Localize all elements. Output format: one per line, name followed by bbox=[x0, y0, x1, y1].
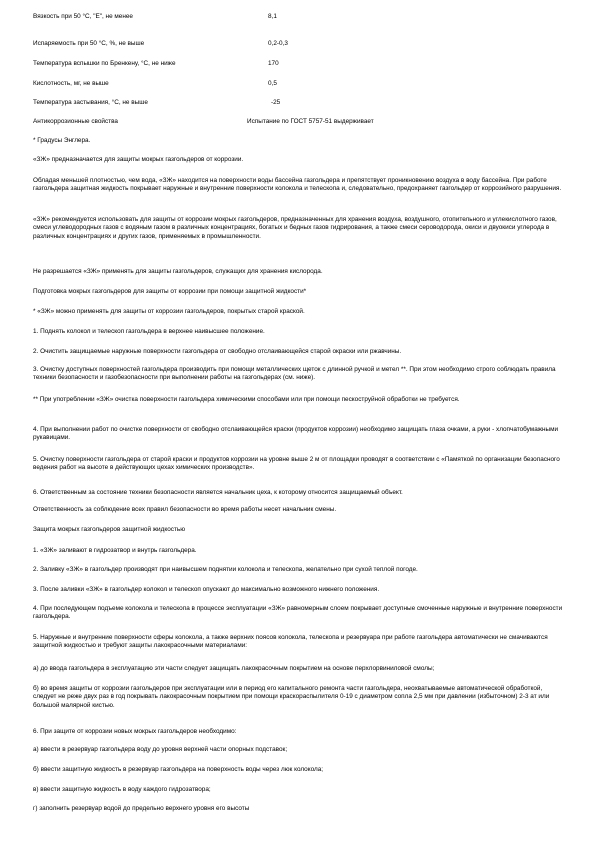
list-item: 3. Очистку доступных поверхностей газгольдера производить при помощи металлических щеток с длинной ручкой и метел **. При этом необходимо строго соблюдать правила техники безопасности и газобезопасности при выполнении работы на газгольдерах (см. ниже). bbox=[33, 366, 556, 382]
property-row bbox=[33, 99, 573, 109]
property-row bbox=[33, 80, 573, 90]
property-name: Температура вспышки по Бренкену, °С, не ниже bbox=[33, 60, 176, 67]
paragraph: Не разрешается «ЗЖ» применять для защиты газгольдеров, служащих для хранения кислорода. bbox=[33, 268, 323, 275]
list-item: а) ввести в резервуар газгольдера воду до уровня верхней части опорных подставок; bbox=[33, 746, 288, 753]
property-value: 170 bbox=[268, 60, 279, 67]
list-item: б) во время защиты от коррозии газгольдеров при эксплуатации или в период его капитального ремонта части газгольдера, неохватываемые автоматической обработкой, следует не реже двух раз в год покрывать лакокрасочным покрытием при помощи краскораспылителя 0-19 с диаметром сопла 2,5 мм при давлении (избыточном) 2-3 ат или большой малярной кистью. bbox=[33, 685, 550, 709]
list-item: 1. «ЗЖ» заливают в гидрозатвор и внутрь газгольдера. bbox=[33, 547, 197, 554]
property-value: -25 bbox=[271, 99, 281, 106]
list-item: 3. После заливки «ЗЖ» в газгольдер колокол и телескоп опускают до максимально возможного нижнего положения. bbox=[33, 586, 380, 593]
list-item: 1. Поднять колокол и телескоп газгольдера в верхнее наивысшее положение. bbox=[33, 328, 265, 335]
property-row bbox=[33, 60, 573, 70]
list-item: 4. При выполнении работ по очистке поверхности от свободно отслаивающейся краски (продуктов коррозии) необходимо защищать глаза очками, а руки - хлопчатобумажными рукавицами. bbox=[33, 426, 559, 442]
list-item: 6. Ответственным за состояние техники безопасности является начальник цеха, к которому относится защищаемый объект. bbox=[33, 489, 403, 496]
property-value: 0,2-0,3 bbox=[268, 40, 288, 47]
property-value: Испытание по ГОСТ 5757-51 выдерживает bbox=[247, 118, 374, 125]
section-heading: Подготовка мокрых газгольдеров для защиты от коррозии при помощи защитной жидкости* bbox=[33, 288, 307, 295]
property-value: 0,5 bbox=[268, 80, 277, 87]
paragraph: «ЗЖ» предназначается для защиты мокрых газгольдеров от коррозии. bbox=[33, 156, 244, 163]
property-name: Вязкость при 50 °С, "Е", не менее bbox=[33, 13, 133, 20]
property-row bbox=[33, 13, 573, 23]
footnote: * Градусы Энглера. bbox=[33, 137, 91, 144]
footnote: ** При употреблении «ЗЖ» очистка поверхности газгольдера химическими способами или при помощи пескоструйной обработки не требуется. bbox=[33, 396, 460, 403]
list-item: 6. При защите от коррозии новых мокрых газгольдеров необходимо: bbox=[33, 728, 237, 735]
list-item: 5. Очистку поверхности газгольдера от старой краски и продуктов коррозии на уровне выше 2 м от площадки проводят в соответствии с «Памяткой по организации безопасного ведения работ на высоте в действующих цехах химических производств». bbox=[33, 456, 560, 472]
list-item: 5. Наружные и внутренние поверхности сферы колокола, а также верхних поясов колокола, телескопа и резервуара при работе газгольдера автоматически не смачиваются защитной жидкостью и требуют защиты лакокрасочными материалами: bbox=[33, 634, 548, 650]
property-row bbox=[33, 40, 573, 50]
property-value: 8,1 bbox=[268, 13, 277, 20]
list-item: г) заполнить резервуар водой до предельно верхнего уровня его высоты bbox=[33, 805, 250, 812]
paragraph: Ответственность за соблюдение всех правил безопасности во время работы несет начальник смены. bbox=[33, 506, 337, 513]
property-row bbox=[33, 118, 573, 128]
list-item: б) ввести защитную жидкость в резервуар газгольдера на поверхность воды через люк колокола; bbox=[33, 766, 324, 773]
property-name: Температура застывания, °С, не выше bbox=[33, 99, 148, 106]
paragraph: Обладая меньшей плотностью, чем вода, «ЗЖ» находится на поверхности воды бассейна газгольдера и препятствует проникновению воздуха в воду бассейна. При работе газгольдера защитная жидкость покрывает наружные и внутренние поверхности колокола и телескопа и, следовательно, предохраняет газгольдер от коррозийного разрушения. bbox=[33, 177, 562, 193]
property-name: Кислотность, мг, не выше bbox=[33, 80, 109, 87]
list-item: 2. Очистить защищаемые наружные поверхности газгольдера от свободно отслаивающейся старой окраски или ржавчины. bbox=[33, 348, 402, 355]
list-item: 2. Заливку «ЗЖ» в газгольдер производят при наивысшем поднятии колокола и телескопа, желательно при сухой теплой погоде. bbox=[33, 566, 418, 573]
section-heading: Защита мокрых газгольдеров защитной жидкостью bbox=[33, 526, 186, 533]
list-item: а) до ввода газгольдера в эксплуатацию эти части следует защищать лакокрасочным покрытием на основе перхлорвиниловой смолы; bbox=[33, 665, 435, 672]
property-name: Испаряемость при 50 °С, %, не выше bbox=[33, 40, 145, 47]
paragraph: «ЗЖ» рекомендуется использовать для защиты от коррозии мокрых газгольдеров, предназначенных для хранения воздуха, воздушного, отопительного и углекислотного газов, смеси углеводородных газов с водяным газом в различных концентрациях, богатых и бедных газов гидрирования, а также смеси сероводорода, окиси и двуокиси углерода в различных концентрациях и других газов, применяемых в промышленности. bbox=[33, 216, 557, 240]
property-name: Антикоррозионные свойства bbox=[33, 118, 118, 125]
list-item: 4. При последующем подъеме колокола и телескопа в процессе эксплуатации «ЗЖ» равномерным слоем покрывает доступные смоченные наружные и внутренние поверхности газгольдера. bbox=[33, 605, 563, 621]
list-item: в) ввести защитную жидкость в воду каждого гидрозатвора; bbox=[33, 786, 211, 793]
footnote: * «ЗЖ» можно применять для защиты от коррозии газгольдеров, покрытых старой краской. bbox=[33, 308, 305, 315]
